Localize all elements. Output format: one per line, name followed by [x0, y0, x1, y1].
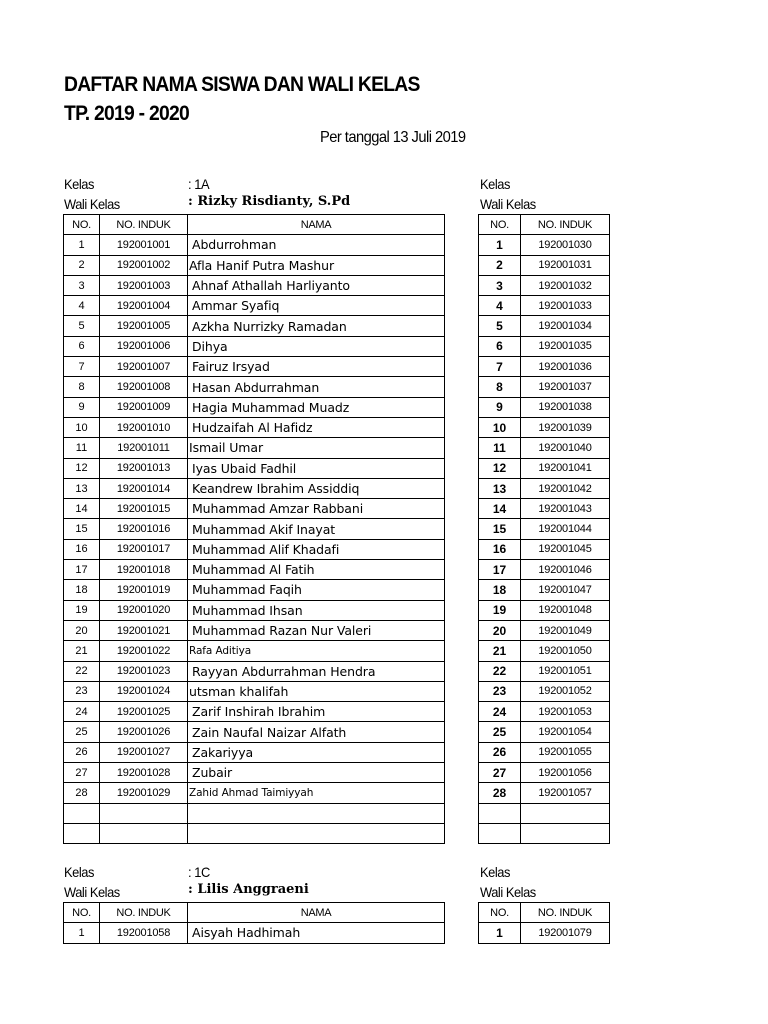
table-row	[64, 499, 445, 519]
row-number: 5	[479, 316, 521, 336]
table-row	[479, 702, 610, 722]
wali-kelas-value: : Rizky Risdianty, S.Pd	[188, 194, 351, 209]
table-row	[479, 783, 610, 803]
table-row	[64, 600, 445, 620]
row-number: 3	[64, 275, 100, 295]
header-no-induk: NO. INDUK	[521, 903, 610, 923]
table-row	[64, 620, 445, 640]
row-number: 18	[64, 580, 100, 600]
wali-kelas-label: Wali Kelas	[64, 196, 120, 212]
table-row	[64, 923, 445, 943]
table-row	[479, 742, 610, 762]
student-name: Afla Hanif Putra Mashur	[188, 255, 445, 275]
student-id: 192001043	[521, 499, 610, 519]
student-id: 192001022	[100, 641, 188, 661]
table-row	[479, 438, 610, 458]
row-number: 5	[64, 316, 100, 336]
table-row	[64, 377, 445, 397]
student-name: Muhammad Razan Nur Valeri	[188, 620, 445, 640]
row-number: 1	[64, 235, 100, 255]
row-number: 8	[479, 377, 521, 397]
row-number	[64, 823, 100, 843]
student-name: Muhammad Amzar Rabbani	[188, 499, 445, 519]
student-id: 192001015	[100, 499, 188, 519]
table-row	[64, 742, 445, 762]
student-id: 192001019	[100, 580, 188, 600]
row-number: 11	[64, 438, 100, 458]
student-name: Muhammad Ihsan	[188, 600, 445, 620]
document-title-line2: TP. 2019 - 2020	[64, 102, 190, 125]
table-row	[64, 519, 445, 539]
table-header-row	[479, 903, 610, 923]
row-number: 4	[479, 296, 521, 316]
row-number: 17	[479, 560, 521, 580]
class-1c-table	[63, 902, 445, 944]
student-name: Zahid Ahmad Taimiyyah	[188, 783, 445, 803]
row-number: 3	[479, 275, 521, 295]
row-number: 25	[479, 722, 521, 742]
student-name: Abdurrohman	[188, 235, 445, 255]
student-id: 192001040	[521, 438, 610, 458]
table-row	[64, 803, 445, 823]
row-number: 24	[479, 702, 521, 722]
table-row	[479, 235, 610, 255]
student-id: 192001001	[100, 235, 188, 255]
table-row	[479, 763, 610, 783]
table-row	[479, 803, 610, 823]
student-name	[188, 823, 445, 843]
table-row	[479, 417, 610, 437]
row-number: 13	[64, 478, 100, 498]
student-name: Aisyah Hadhimah	[188, 923, 445, 943]
student-id: 192001046	[521, 560, 610, 580]
student-name: Ahnaf Athallah Harliyanto	[188, 275, 445, 295]
row-number: 17	[64, 560, 100, 580]
table-row	[479, 661, 610, 681]
row-number: 20	[479, 620, 521, 640]
student-id: 192001054	[521, 722, 610, 742]
student-id: 192001053	[521, 702, 610, 722]
student-name: Rayyan Abdurrahman Hendra	[188, 661, 445, 681]
student-name	[188, 803, 445, 823]
header-no-induk: NO. INDUK	[100, 215, 188, 235]
student-id: 192001051	[521, 661, 610, 681]
student-name: Zubair	[188, 763, 445, 783]
student-id: 192001018	[100, 560, 188, 580]
student-id: 192001035	[521, 336, 610, 356]
student-name: Fairuz Irsyad	[188, 357, 445, 377]
class-1b-table	[478, 214, 610, 844]
student-id	[521, 823, 610, 843]
kelas-label-right: Kelas	[480, 176, 510, 192]
student-name: Keandrew Ibrahim Assiddiq	[188, 478, 445, 498]
kelas-label-2: Kelas	[64, 864, 94, 880]
student-id: 192001016	[100, 519, 188, 539]
row-number: 16	[479, 539, 521, 559]
student-id: 192001033	[521, 296, 610, 316]
table-row	[479, 722, 610, 742]
table-row	[64, 296, 445, 316]
row-number: 21	[64, 641, 100, 661]
student-id: 192001045	[521, 539, 610, 559]
row-number: 28	[479, 783, 521, 803]
table-row	[479, 458, 610, 478]
student-id: 192001011	[100, 438, 188, 458]
kelas-label-right-2: Kelas	[480, 864, 510, 880]
class-1d-table	[478, 902, 610, 944]
student-name: Ammar Syafiq	[188, 296, 445, 316]
kelas-value-2: : 1C	[188, 864, 210, 880]
student-id: 192001003	[100, 275, 188, 295]
row-number: 24	[64, 702, 100, 722]
student-id: 192001055	[521, 742, 610, 762]
table-row	[64, 661, 445, 681]
wali-kelas-value-2: : Lilis Anggraeni	[188, 882, 309, 897]
row-number: 16	[64, 539, 100, 559]
document-title-line1: DAFTAR NAMA SISWA DAN WALI KELAS	[64, 73, 420, 96]
student-id	[100, 823, 188, 843]
student-name: Muhammad Akif Inayat	[188, 519, 445, 539]
table-row	[64, 580, 445, 600]
student-id: 192001034	[521, 316, 610, 336]
wali-kelas-label-2: Wali Kelas	[64, 884, 120, 900]
row-number: 4	[64, 296, 100, 316]
student-id: 192001024	[100, 681, 188, 701]
wali-kelas-label-right-2: Wali Kelas	[480, 884, 536, 900]
row-number: 13	[479, 478, 521, 498]
row-number: 15	[479, 519, 521, 539]
student-id: 192001041	[521, 458, 610, 478]
table-row	[479, 823, 610, 843]
row-number: 20	[64, 620, 100, 640]
student-id: 192001025	[100, 702, 188, 722]
row-number: 2	[479, 255, 521, 275]
student-id: 192001010	[100, 417, 188, 437]
student-name: Muhammad Al Fatih	[188, 560, 445, 580]
student-id: 192001032	[521, 275, 610, 295]
student-id: 192001049	[521, 620, 610, 640]
table-row	[479, 641, 610, 661]
table-row	[64, 438, 445, 458]
row-number: 18	[479, 580, 521, 600]
row-number: 9	[64, 397, 100, 417]
student-name: Zakariyya	[188, 742, 445, 762]
row-number: 10	[64, 417, 100, 437]
student-id: 192001008	[100, 377, 188, 397]
table-row	[479, 275, 610, 295]
row-number: 1	[64, 923, 100, 943]
row-number: 6	[479, 336, 521, 356]
table-row	[64, 275, 445, 295]
student-id: 192001009	[100, 397, 188, 417]
student-name: Iyas Ubaid Fadhil	[188, 458, 445, 478]
table-row	[64, 478, 445, 498]
student-id: 192001005	[100, 316, 188, 336]
header-nama: NAMA	[188, 903, 445, 923]
student-id: 192001048	[521, 600, 610, 620]
student-id: 192001004	[100, 296, 188, 316]
row-number: 14	[479, 499, 521, 519]
student-id: 192001013	[100, 458, 188, 478]
student-id: 192001037	[521, 377, 610, 397]
table-row	[64, 255, 445, 275]
row-number: 28	[64, 783, 100, 803]
row-number: 21	[479, 641, 521, 661]
student-id: 192001029	[100, 783, 188, 803]
table-row	[479, 397, 610, 417]
table-row	[479, 560, 610, 580]
table-header-row	[479, 215, 610, 235]
student-id	[521, 803, 610, 823]
student-id: 192001056	[521, 763, 610, 783]
student-id	[100, 803, 188, 823]
table-row	[479, 620, 610, 640]
row-number: 1	[479, 235, 521, 255]
student-id: 192001031	[521, 255, 610, 275]
row-number: 19	[479, 600, 521, 620]
row-number: 9	[479, 397, 521, 417]
header-no: NO.	[64, 903, 100, 923]
row-number: 22	[479, 661, 521, 681]
student-name: Hasan Abdurrahman	[188, 377, 445, 397]
row-number: 10	[479, 417, 521, 437]
table-row	[64, 823, 445, 843]
table-row	[64, 560, 445, 580]
student-name: Muhammad Alif Khadafi	[188, 539, 445, 559]
table-row	[64, 336, 445, 356]
header-no: NO.	[479, 903, 521, 923]
table-row	[64, 458, 445, 478]
row-number: 15	[64, 519, 100, 539]
student-id: 192001021	[100, 620, 188, 640]
table-row	[64, 763, 445, 783]
table-row	[479, 580, 610, 600]
table-row	[64, 357, 445, 377]
row-number: 22	[64, 661, 100, 681]
wali-kelas-label-right: Wali Kelas	[480, 196, 536, 212]
student-id: 192001036	[521, 357, 610, 377]
table-row	[64, 235, 445, 255]
header-no: NO.	[479, 215, 521, 235]
row-number: 2	[64, 255, 100, 275]
table-row	[479, 681, 610, 701]
student-name: Hagia Muhammad Muadz	[188, 397, 445, 417]
row-number: 27	[64, 763, 100, 783]
row-number: 1	[479, 923, 521, 943]
student-id: 192001027	[100, 742, 188, 762]
kelas-label: Kelas	[64, 176, 94, 192]
row-number: 27	[479, 763, 521, 783]
row-number: 11	[479, 438, 521, 458]
table-row	[64, 641, 445, 661]
header-no: NO.	[64, 215, 100, 235]
student-id: 192001050	[521, 641, 610, 661]
student-id: 192001052	[521, 681, 610, 701]
table-row	[479, 478, 610, 498]
table-row	[479, 316, 610, 336]
date-line: Per tanggal 13 Juli 2019	[320, 129, 466, 146]
header-no-induk: NO. INDUK	[521, 215, 610, 235]
table-row	[479, 357, 610, 377]
table-row	[64, 316, 445, 336]
student-id: 192001023	[100, 661, 188, 681]
row-number: 8	[64, 377, 100, 397]
student-id: 192001030	[521, 235, 610, 255]
row-number	[64, 803, 100, 823]
table-row	[64, 417, 445, 437]
student-id: 192001002	[100, 255, 188, 275]
row-number: 23	[64, 681, 100, 701]
student-name: Ismail Umar	[188, 438, 445, 458]
student-name: Rafa Aditiya	[188, 641, 445, 661]
table-row	[479, 539, 610, 559]
student-name: Muhammad Faqih	[188, 580, 445, 600]
header-no-induk: NO. INDUK	[100, 903, 188, 923]
row-number: 12	[479, 458, 521, 478]
table-header-row	[64, 215, 445, 235]
student-id: 192001044	[521, 519, 610, 539]
table-row	[64, 783, 445, 803]
table-row	[479, 499, 610, 519]
student-id: 192001047	[521, 580, 610, 600]
table-row	[479, 519, 610, 539]
student-id: 192001058	[100, 923, 188, 943]
student-name: Azkha Nurrizky Ramadan	[188, 316, 445, 336]
table-row	[479, 336, 610, 356]
table-row	[64, 681, 445, 701]
row-number: 14	[64, 499, 100, 519]
header-nama: NAMA	[188, 215, 445, 235]
row-number	[479, 823, 521, 843]
student-id: 192001038	[521, 397, 610, 417]
table-row	[479, 923, 610, 943]
student-name: Zarif Inshirah Ibrahim	[188, 702, 445, 722]
student-id: 192001079	[521, 923, 610, 943]
row-number: 19	[64, 600, 100, 620]
table-row	[479, 255, 610, 275]
student-name: Zain Naufal Naizar Alfath	[188, 722, 445, 742]
student-name: Dihya	[188, 336, 445, 356]
student-id: 192001007	[100, 357, 188, 377]
table-row	[479, 377, 610, 397]
table-row	[64, 539, 445, 559]
row-number: 25	[64, 722, 100, 742]
student-id: 192001006	[100, 336, 188, 356]
row-number: 7	[64, 357, 100, 377]
kelas-value: : 1A	[188, 176, 210, 192]
student-id: 192001039	[521, 417, 610, 437]
table-row	[64, 702, 445, 722]
row-number: 26	[479, 742, 521, 762]
table-row	[479, 296, 610, 316]
student-id: 192001017	[100, 539, 188, 559]
table-header-row	[64, 903, 445, 923]
student-id: 192001057	[521, 783, 610, 803]
row-number: 7	[479, 357, 521, 377]
student-id: 192001042	[521, 478, 610, 498]
student-id: 192001014	[100, 478, 188, 498]
row-number	[479, 803, 521, 823]
table-row	[64, 397, 445, 417]
student-id: 192001020	[100, 600, 188, 620]
table-row	[479, 600, 610, 620]
class-1a-table	[63, 214, 445, 844]
table-row	[64, 722, 445, 742]
student-id: 192001028	[100, 763, 188, 783]
row-number: 23	[479, 681, 521, 701]
student-id: 192001026	[100, 722, 188, 742]
row-number: 6	[64, 336, 100, 356]
row-number: 12	[64, 458, 100, 478]
student-name: Hudzaifah Al Hafidz	[188, 417, 445, 437]
student-name: utsman khalifah	[188, 681, 445, 701]
row-number: 26	[64, 742, 100, 762]
